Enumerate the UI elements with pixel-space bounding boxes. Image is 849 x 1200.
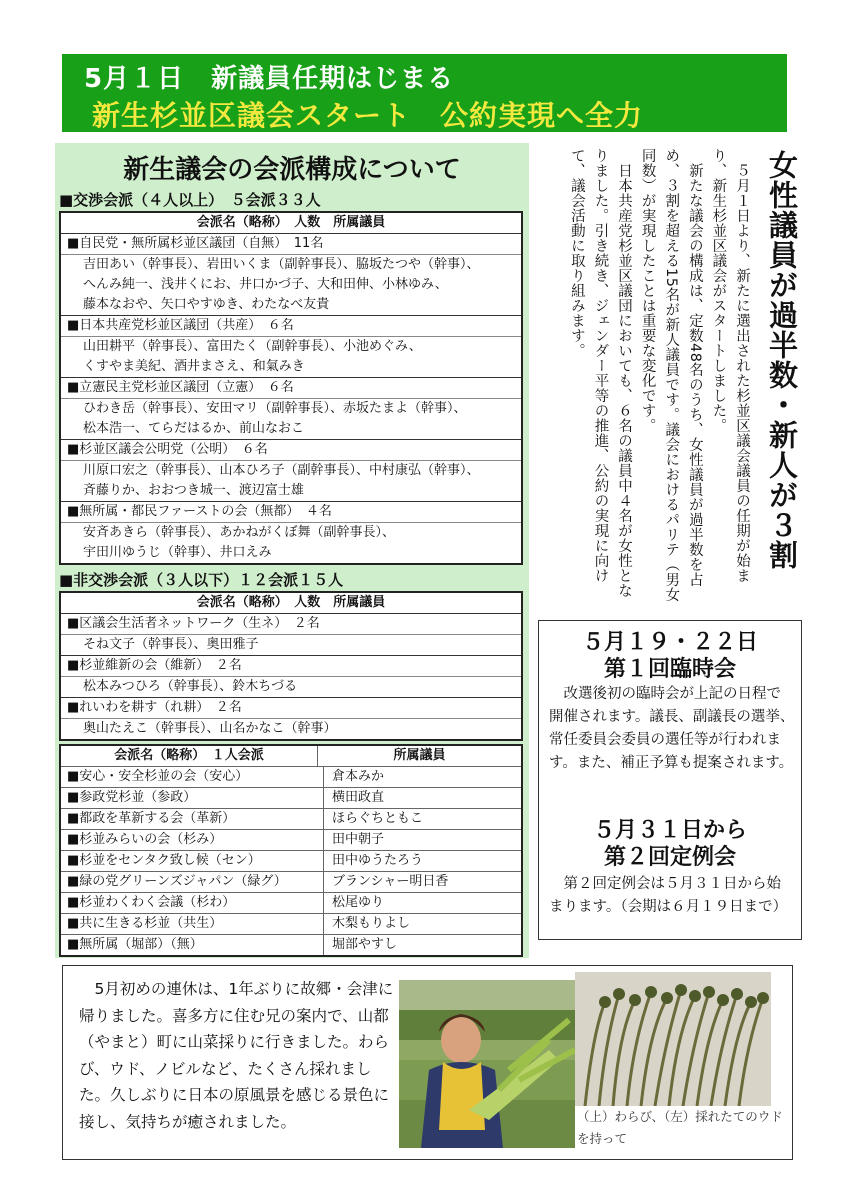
teirei-text: 第２回定例会は５月３１日から始まります。（会期は６月１９日まで） (549, 876, 788, 915)
women-article (535, 148, 753, 603)
single-member-name: 松尾ゆり (332, 895, 385, 910)
teirei-title: 第２回定例会 (603, 845, 736, 870)
party-members: 吉田あい（幹事長）、岩田いくま（副幹事長）、脇坂たつや（幹事）、 (83, 257, 480, 272)
table-row (61, 788, 521, 809)
party-group (61, 614, 521, 656)
table-row (61, 830, 521, 851)
table-row (61, 851, 521, 872)
non-negotiating-table (59, 591, 523, 741)
single-group-name: ■杉並みらいの会（杉み） (61, 830, 324, 850)
party-group (61, 502, 521, 563)
single-group-name: ■杉並わくわく会議（杉わ） (61, 893, 324, 913)
party-members: へんみ純一、浅井くにお、井口かづ子、大和田伸、小林ゆみ、 (83, 277, 448, 292)
single-group-name: ■共に生きる杉並（共生） (61, 914, 324, 934)
header-date-line: 5月１日 新議員任期はじまる (84, 64, 455, 94)
single-member-name: 田中ゆうたろう (332, 853, 424, 868)
single-member-name: ほらぐちともこ (332, 811, 424, 826)
negotiating-table (59, 211, 523, 565)
table-row (61, 767, 521, 788)
table-row (61, 914, 521, 935)
party-name: ■れいわを耕す（れ耕） ２名 (61, 698, 521, 719)
party-name: ■日本共産党杉並区議団（共産） ６名 (61, 316, 521, 337)
non-negotiating-heading: ■非交渉会派（３人以下）１２会派１５人 (59, 571, 344, 589)
party-group (61, 656, 521, 698)
rinji-title: 第１回臨時会 (603, 657, 736, 682)
single-member-name: 堀部やすし (332, 937, 398, 952)
table-row (61, 935, 521, 955)
single-member-table (59, 744, 523, 957)
party-group (61, 440, 521, 502)
composition-panel (55, 143, 529, 958)
col-member-header: 所属議員 (393, 748, 446, 763)
single-member-name: 田中朝子 (332, 832, 385, 847)
party-members: 藤本なおや、矢口やすゆき、わたなべ友貴 (83, 297, 330, 312)
single-member-name: ブランシャー明日香 (332, 874, 449, 889)
party-members: 川原口宏之（幹事長）、山本ひろ子（副幹事長）、中村康弘（幹事）、 (83, 463, 480, 478)
table-header: 会派名（略称） 人数 所属議員 (61, 213, 521, 234)
article-paragraph: 新たな議会の構成は、定数48名のうち、女性議員が過半数を占め、３割を超える15名が新人議員です。議会におけるパリテ（男女同数）が実現したことは重要な変化です。 (639, 148, 703, 603)
party-members: 松本浩一、てらだはるか、前山なおこ (83, 421, 305, 436)
party-group (61, 316, 521, 378)
party-members: 安斉あきら（幹事長）、あかねがくぼ舞（副幹事長）、 (83, 525, 396, 540)
party-name: ■無所属・都民ファーストの会（無都） ４名 (61, 502, 521, 523)
single-group-name: ■安心・安全杉並の会（安心） (61, 767, 324, 787)
party-name: ■自民党・無所属杉並区議団（自無） 11名 (61, 234, 521, 255)
table-header (61, 746, 521, 767)
table-row (61, 893, 521, 914)
col-group-header: 会派名（略称） １人会派 (61, 746, 318, 766)
session-box (538, 620, 802, 940)
party-members: ひわき岳（幹事長）、安田マリ（副幹事長）、赤坂たまよ（幹事）、 (83, 401, 467, 416)
header-headline: 新生杉並区議会スタート 公約実現へ全力 (92, 99, 644, 132)
single-member-name: 木梨もりよし (332, 916, 411, 931)
photo-warabi (575, 972, 771, 1106)
party-name: ■杉並区議会公明党（公明） ６名 (61, 440, 521, 461)
single-group-name: ■無所属（堀部）（無） (61, 935, 324, 955)
women-headline: 女性議員が過半数・新人が３割 (765, 150, 799, 570)
party-group (61, 698, 521, 739)
rinji-text: 改選後初の臨時会が上記の日程で開催されます。議長、副議長の選挙、常任委員会委員の選任等が行われます。また、補正予算も提案されます。 (549, 686, 795, 771)
party-name: ■区議会生活者ネットワーク（生ネ） ２名 (61, 614, 521, 635)
party-members: 奥山たえこ（幹事長）、山名かなこ（幹事） (83, 721, 337, 736)
rinji-date: ５月１９・２２日 (581, 630, 758, 655)
single-group-name: ■杉並をセンタク致し候（セン） (61, 851, 324, 871)
column-box (62, 965, 793, 1160)
negotiating-heading: ■交渉会派（４人以上） ５会派３３人 (59, 191, 321, 209)
single-group-name: ■都政を革新する会（革新） (61, 809, 324, 829)
party-members: 松本みつひろ（幹事長）、鈴木ちづる (83, 679, 298, 694)
header-banner (62, 54, 787, 132)
party-group (61, 234, 521, 316)
photo-person-with-udo (399, 980, 575, 1148)
party-members: くすやま美紀、酒井まさえ、和氣みき (83, 359, 305, 374)
party-members: 斉藤りか、おおつき城一、渡辺富士雄 (83, 483, 304, 498)
party-name: ■立憲民主党杉並区議団（立憲） ６名 (61, 378, 521, 399)
table-header: 会派名（略称） 人数 所属議員 (61, 593, 521, 614)
party-name: ■杉並維新の会（維新） ２名 (61, 656, 521, 677)
party-members: 宇田川ゆうじ（幹事）、井口えみ (83, 545, 272, 560)
column-text: 5月初めの連休は、1年ぶりに故郷・会津に帰りました。喜多方に住む兄の案内で、山都（やまと）町に山菜採りに行きました。わらび、ウド、ノビルなど、たくさん採れました。久しぶりに日本の原風景を感じる景色に接し、気持ちが癒されました。 (79, 980, 394, 1131)
photo-caption: （上）わらび、（左）採れたてのウドを持って (577, 1109, 783, 1146)
composition-title: 新生議会の会派構成について (123, 155, 461, 185)
article-paragraph: 日本共産党杉並区議団においても、６名の議員中４名が女性となりました。引き続き、ジェンダー平等の推進、公約の実現に向けて、議会活動に取り組みます。 (568, 148, 633, 598)
table-row (61, 872, 521, 893)
teirei-date: ５月３１日から (592, 818, 747, 843)
party-members: そね文子（幹事長）、奥田雅子 (83, 637, 259, 652)
party-group (61, 378, 521, 440)
article-paragraph: ５月１日より、新たに選出された杉並区議会議員の任期が始まり、新生杉並区議会がスタートしました。 (710, 148, 750, 583)
single-group-name: ■参政党杉並（参政） (61, 788, 324, 808)
single-group-name: ■緑の党グリーンズジャパン（緑グ） (61, 872, 324, 892)
single-member-name: 横田政直 (332, 790, 385, 805)
table-row (61, 809, 521, 830)
party-members: 山田耕平（幹事長）、富田たく（副幹事長）、小池めぐみ、 (83, 339, 422, 354)
single-member-name: 倉本みか (332, 769, 385, 784)
